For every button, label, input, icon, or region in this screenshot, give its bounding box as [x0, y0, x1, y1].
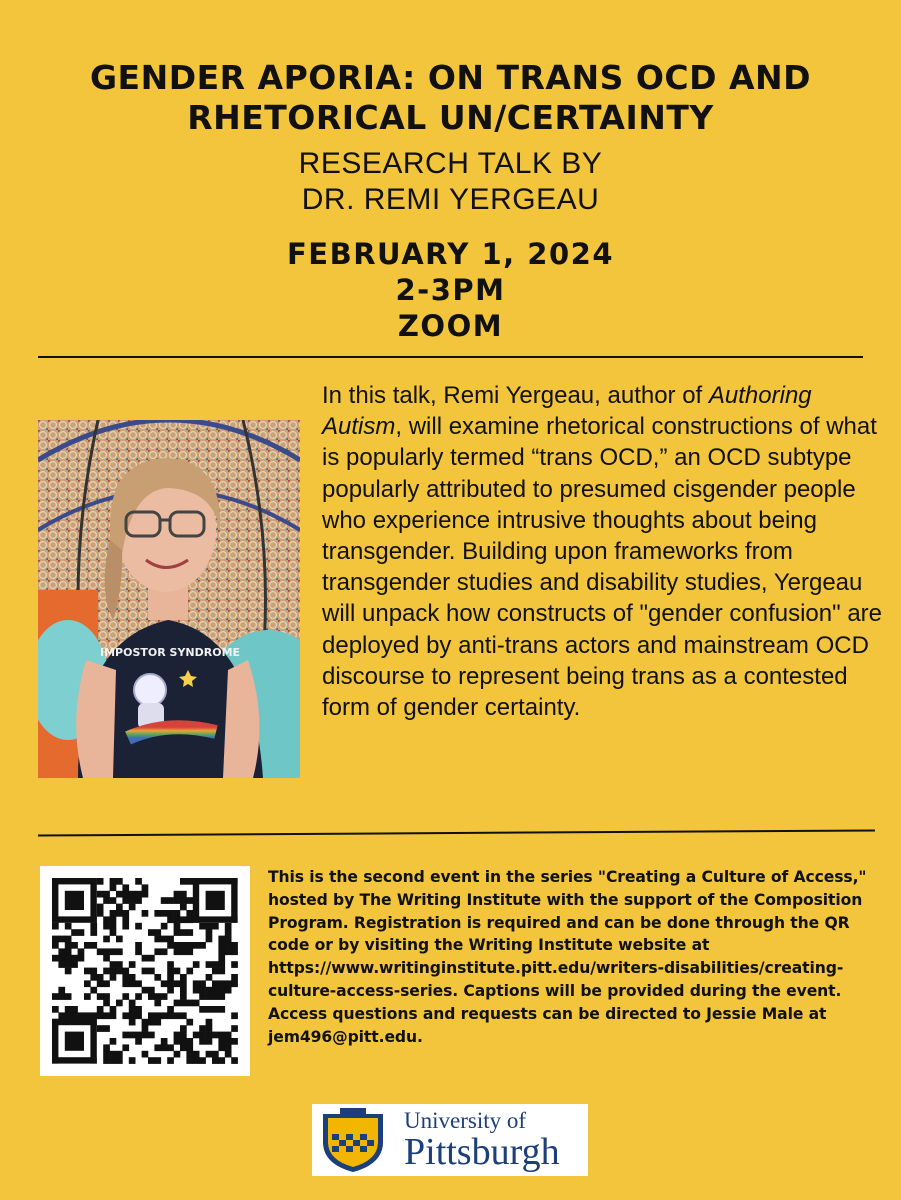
registration-qr-code[interactable] [40, 866, 250, 1076]
pitt-shield-icon [318, 1106, 388, 1174]
university-logo [312, 1104, 588, 1176]
logo-pittsburgh: Pittsburgh [404, 1131, 560, 1173]
bottom-divider [38, 829, 875, 836]
talk-description [322, 380, 882, 723]
subtitle-line-1: RESEARCH TALK BY [298, 147, 603, 180]
book-title: Authoring Autism [322, 382, 812, 441]
event-date: FEBRUARY 1, 2024 [287, 237, 614, 271]
description-body: , will examine rhetorical constructions of what is popularly termed “trans OCD,” an OCD subtype popularly attributed to presumed cisgender people who experience intrusive thoughts about being transgender. Building upon frameworks from transgender studies and disability studies, Yergeau will unpack how constructs of "gender confusion" are deployed by anti-trans actors and mainstream OCD discourse to represent being trans as a contested form of gender certainty. [322, 413, 883, 722]
description-intro: In this talk, Remi Yergeau, author of [322, 382, 703, 409]
top-divider [38, 356, 863, 358]
speaker-photo [38, 420, 300, 778]
logo-university-of: University of [404, 1108, 527, 1133]
series-information: This is the second event in the series "Creating a Culture of Access," hosted by The Writing Institute with the support of the Composition Program. Registration is required and can be done through the QR code or by visiting the Writing Institute website at https://www.writinginstitute.pitt.edu/writers-disabilities/creating-culture-access-series. Captions will be provided during the event. Access questions and requests can be directed to Jessie Male at jem496@pitt.edu. [268, 868, 867, 1046]
shirt-text: IMPOSTOR SYNDROME [100, 646, 241, 659]
event-location: ZOOM [397, 309, 504, 343]
speaker-subtitle [20, 146, 881, 218]
event-time: 2-3PM [395, 273, 506, 307]
event-details [20, 236, 881, 344]
event-title: GENDER APORIA: ON TRANS OCD AND RHETORICAL UN/CERTAINTY [89, 58, 812, 138]
subtitle-line-2: DR. REMI YERGEAU [301, 183, 600, 216]
